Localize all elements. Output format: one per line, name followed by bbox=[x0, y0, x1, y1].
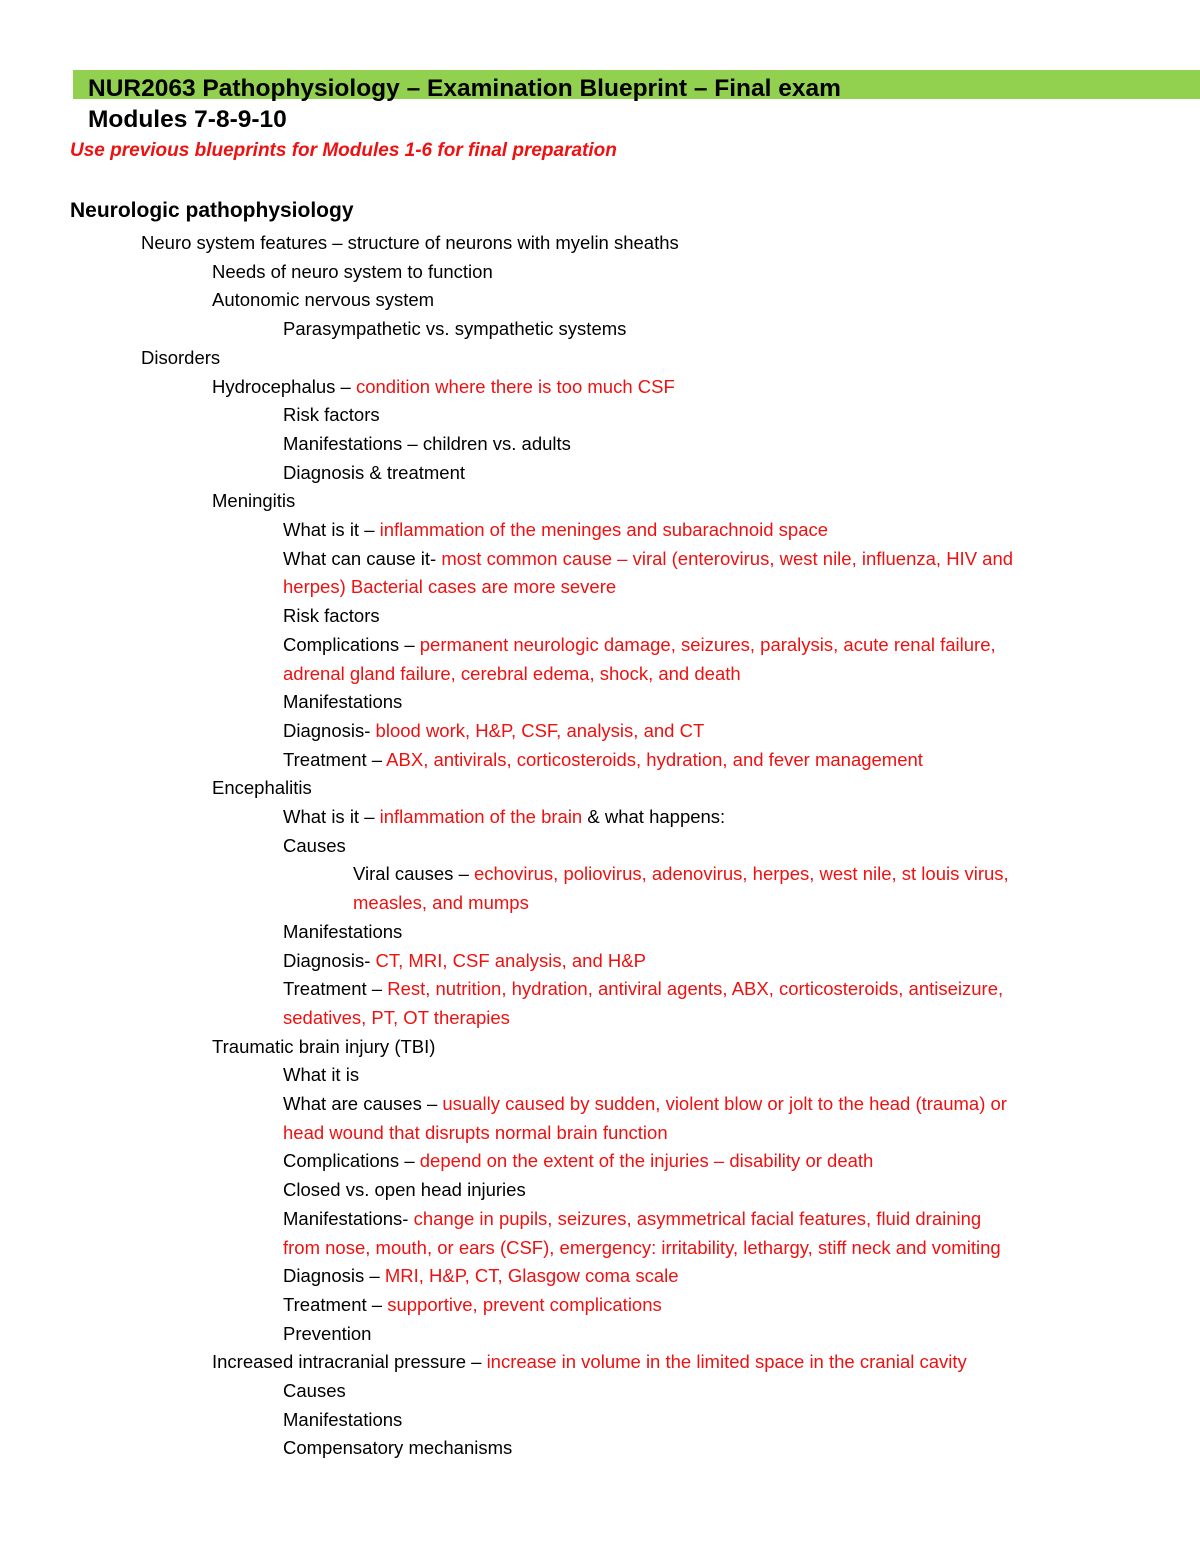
outline-text bbox=[283, 975, 1003, 1004]
highlighted-note: adrenal gland failure, cerebral edema, shock, and death bbox=[283, 662, 741, 684]
document-title: NUR2063 Pathophysiology – Examination Blueprint – Final exam bbox=[88, 75, 841, 102]
highlighted-note: permanent neurologic damage, seizures, paralysis, acute renal failure, bbox=[419, 633, 996, 655]
outline-text bbox=[283, 947, 646, 976]
outline-text bbox=[283, 717, 704, 746]
outline-label: Meningitis bbox=[212, 490, 296, 512]
outline-label: Diagnosis & treatment bbox=[283, 461, 466, 483]
outline-text bbox=[283, 746, 923, 775]
outline-label: What it is bbox=[283, 1064, 360, 1086]
outline-label: Encephalitis bbox=[212, 777, 312, 799]
highlighted-note: measles, and mumps bbox=[353, 892, 529, 914]
outline-text bbox=[283, 430, 571, 459]
outline-text bbox=[283, 1061, 359, 1090]
outline-text bbox=[353, 860, 1009, 889]
outline-text bbox=[283, 1377, 346, 1406]
highlighted-note: supportive, prevent complications bbox=[387, 1293, 662, 1315]
outline-label: What is it – bbox=[283, 806, 380, 827]
outline-text bbox=[283, 1090, 1007, 1119]
outline-label: Increased intracranial pressure – bbox=[212, 1351, 487, 1373]
highlighted-note: increase in volume in the limited space in the cranial cavity bbox=[486, 1351, 967, 1373]
outline-label: Autonomic nervous system bbox=[212, 289, 435, 311]
outline-label: Risk factors bbox=[283, 404, 380, 426]
outline-label: Prevention bbox=[283, 1322, 372, 1344]
outline-text bbox=[283, 516, 828, 545]
highlighted-note: ABX, antivirals, corticosteroids, hydration, and fever management bbox=[386, 748, 923, 770]
outline-label: What are causes – bbox=[283, 1093, 443, 1114]
outline-text bbox=[212, 373, 675, 402]
preparation-note: Use previous blueprints for Modules 1-6 for final preparation bbox=[70, 140, 617, 161]
outline-text bbox=[212, 286, 434, 315]
outline-text bbox=[283, 688, 402, 717]
highlighted-note: head wound that disrupts normal brain function bbox=[283, 1121, 668, 1143]
outline-label: Manifestations- bbox=[283, 1207, 414, 1229]
outline-label: Disorders bbox=[141, 346, 221, 368]
highlighted-note: from nose, mouth, or ears (CSF), emergency: irritability, lethargy, stiff neck and vomiting bbox=[283, 1236, 1001, 1258]
outline-label: Causes bbox=[283, 834, 346, 856]
highlighted-note: echovirus, poliovirus, adenovirus, herpes, west nile, st louis virus, bbox=[474, 863, 1009, 885]
highlighted-note: blood work, H&P, CSF, analysis, and CT bbox=[375, 719, 705, 741]
outline-text bbox=[283, 660, 741, 689]
section-heading: Neurologic pathophysiology bbox=[70, 199, 354, 222]
highlighted-note: depend on the extent of the injuries – disability or death bbox=[419, 1150, 874, 1172]
outline-text bbox=[141, 229, 679, 258]
outline-text bbox=[283, 1205, 981, 1234]
outline-label: What can cause it- bbox=[283, 547, 442, 569]
outline-text bbox=[283, 1434, 512, 1463]
outline-text bbox=[212, 487, 295, 516]
outline-text bbox=[212, 1033, 435, 1062]
highlighted-note: sedatives, PT, OT therapies bbox=[283, 1006, 510, 1028]
outline-label: What is it – bbox=[283, 519, 380, 540]
outline-label: Diagnosis- bbox=[283, 949, 376, 971]
outline-label: Manifestations bbox=[283, 1408, 403, 1430]
outline-label: Neuro system features – structure of neurons with myelin sheaths bbox=[141, 232, 679, 253]
outline-label: Complications – bbox=[283, 1150, 420, 1172]
outline-text bbox=[283, 1176, 526, 1205]
outline-text bbox=[283, 573, 616, 602]
outline-text bbox=[283, 1147, 873, 1176]
outline-label-tail: & what happens: bbox=[582, 806, 726, 827]
outline-label: Parasympathetic vs. sympathetic systems bbox=[283, 318, 627, 340]
outline-text bbox=[283, 1406, 402, 1435]
outline-label: Closed vs. open head injuries bbox=[283, 1179, 526, 1201]
highlighted-note: most common cause – viral (enterovirus, west nile, influenza, HIV and bbox=[441, 547, 1014, 569]
outline-text bbox=[283, 315, 626, 344]
outline-text bbox=[283, 1291, 662, 1320]
outline-label: Needs of neuro system to function bbox=[212, 260, 493, 282]
outline-text bbox=[212, 1348, 967, 1377]
highlighted-note: inflammation of the meninges and subarachnoid space bbox=[379, 519, 829, 540]
outline-text bbox=[283, 602, 380, 631]
highlighted-note: usually caused by sudden, violent blow or jolt to the head (trauma) or bbox=[442, 1093, 1007, 1114]
highlighted-note: Rest, nutrition, hydration, antiviral agents, ABX, corticosteroids, antiseizure, bbox=[387, 978, 1004, 1000]
outline-text bbox=[283, 1119, 668, 1148]
highlighted-note: herpes) Bacterial cases are more severe bbox=[283, 576, 617, 598]
outline-text bbox=[283, 459, 465, 488]
outline-label: Treatment – bbox=[283, 748, 387, 770]
outline-label: Viral causes – bbox=[353, 863, 474, 885]
highlighted-note: change in pupils, seizures, asymmetrical facial features, fluid draining bbox=[413, 1207, 982, 1229]
outline-text bbox=[283, 1320, 371, 1349]
highlighted-note: condition where there is too much CSF bbox=[355, 375, 675, 397]
outline-label: Manifestations bbox=[283, 691, 403, 713]
outline-label: Manifestations – children vs. adults bbox=[283, 432, 571, 454]
outline-text bbox=[283, 631, 996, 660]
outline-text bbox=[283, 1262, 679, 1291]
outline-text bbox=[212, 774, 312, 803]
outline-label: Treatment – bbox=[283, 978, 388, 1000]
outline-label: Causes bbox=[283, 1380, 346, 1401]
outline-label: Traumatic brain injury (TBI) bbox=[212, 1035, 436, 1057]
outline-text bbox=[283, 1004, 510, 1033]
highlighted-note: inflammation of the brain bbox=[379, 806, 583, 827]
highlighted-note: CT, MRI, CSF analysis, and H&P bbox=[375, 949, 646, 971]
outline-text bbox=[283, 1234, 1001, 1263]
outline-text bbox=[283, 545, 1013, 574]
document-subtitle: Modules 7-8-9-10 bbox=[88, 106, 287, 133]
outline-text bbox=[212, 258, 493, 287]
outline-text bbox=[283, 832, 346, 861]
outline-text bbox=[353, 889, 529, 918]
outline-text bbox=[283, 918, 402, 947]
outline-label: Diagnosis – bbox=[283, 1265, 385, 1287]
outline-label: Treatment – bbox=[283, 1293, 388, 1315]
outline-label: Risk factors bbox=[283, 605, 380, 627]
outline-label: Hydrocephalus – bbox=[212, 375, 356, 397]
highlighted-note: MRI, H&P, CT, Glasgow coma scale bbox=[384, 1265, 679, 1287]
outline-text bbox=[141, 344, 220, 373]
outline-text bbox=[283, 803, 725, 832]
outline-label: Diagnosis- bbox=[283, 719, 376, 741]
outline-label: Manifestations bbox=[283, 920, 403, 942]
outline-text bbox=[283, 401, 380, 430]
outline-label: Compensatory mechanisms bbox=[283, 1437, 513, 1459]
outline-label: Complications – bbox=[283, 633, 420, 655]
